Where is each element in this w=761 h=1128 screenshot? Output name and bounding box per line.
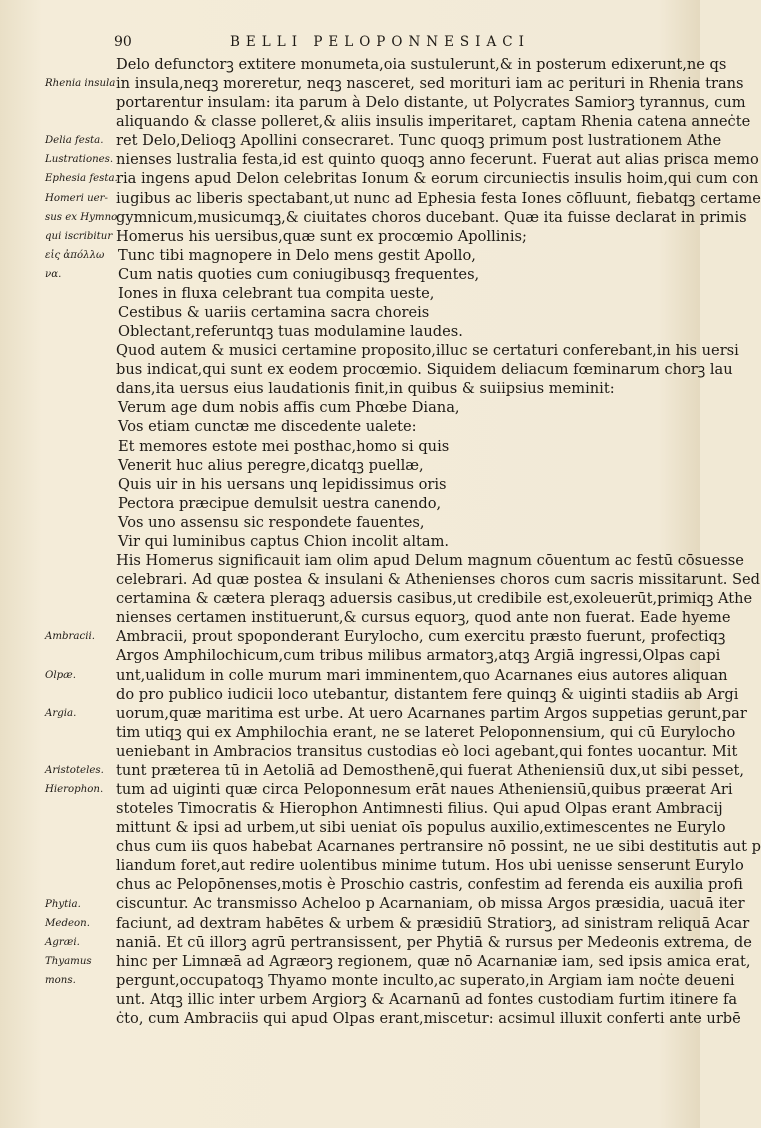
text-line: faciunt, ad dextram habētes & urbem & præsidiū Stratiorꝫ, ad sinistram reliquā Acar <box>116 914 750 932</box>
text-line: Delo defunctorꝫ extitere monumeta,oia sustulerunt,& in posterum edixerunt,ne qs <box>116 56 727 73</box>
margin-note: Ambracii. <box>45 631 95 643</box>
text-line: mittunt & ipsi ad urbem,ut sibi ueniat oīs populus auxilio,extimescentes ne Eurylo <box>116 819 726 837</box>
text-line: liandum foret,aut redire uolentibus minime tutum. Hos ubi uenisse senserunt Eurylo <box>116 857 744 875</box>
text-line: Vir qui luminibus captus Chion incolit altam. <box>118 532 450 550</box>
text-line: portarentur insulam: ita parum à Delo distante, ut Polycrates Samiorꝫ tyrannus, cum <box>116 94 746 112</box>
margin-note: Phytia. <box>45 898 81 910</box>
text-line: iugibus ac liberis spectabant,ut nunc ad Ephesia festa Iones cōfluunt, fiebatqꝫ certame <box>116 189 761 207</box>
margin-note: qui iscribitur <box>45 230 113 242</box>
text-line: bus indicat,qui sunt ex eodem procœmio. Siquidem deliacum fœminarum chorꝫ lau <box>116 361 733 379</box>
margin-note: Rhenia insula <box>45 78 116 90</box>
text-line: chus cum iis quos habebat Acarnanes pertransire nō possint, ne ue sibi destitutis aut p <box>116 838 761 856</box>
text-line: ria ingens apud Delon celebritas Ionum & eorum circuniectis insulis hoim,qui cum con <box>116 170 759 188</box>
margin-note: Medeon. <box>45 917 90 929</box>
margin-note: Olpæ. <box>45 669 76 681</box>
margin-note: Agræi. <box>45 936 80 948</box>
text-line: do pro publico iudicii loco utebantur, distantem fere quinqꝫ & uiginti stadiis ab Argi <box>116 685 739 703</box>
margin-note: Lustrationes. <box>45 154 114 166</box>
text-line: His Homerus significauit iam olim apud Delum magnum cōuentum ac festū cōsuesse <box>116 552 744 570</box>
main-text-block <box>116 55 761 1028</box>
margin-note: Hierophon. <box>45 784 104 796</box>
text-line: naniā. Et cū illorꝫ agrū pertransissent, per Phytiā & rursus per Medeonis extrema, de <box>116 933 752 951</box>
text-line: tim utiqꝫ qui ex Amphilochia erant, ne se lateret Peloponnensium, qui cū Eurylocho <box>116 723 736 741</box>
text-line: ueniebant in Ambracios transitus custodias eò loci agebant,qui fontes uocantur. Mit <box>116 742 738 760</box>
text-line: unt. Atqꝫ illic inter urbem Argiorꝫ & Acarnanū ad fontes custodiam furtim itinere fa <box>116 990 738 1008</box>
text-line: aliquando & classe polleret,& aliis insulis imperitaret, captam Rhenia catena anneċte <box>116 113 751 131</box>
margin-note: Argia. <box>45 707 77 719</box>
text-line: Quis uir in his uersans unq lepidissimus oris <box>118 475 447 493</box>
margin-note: Ephesia festa. <box>45 173 118 185</box>
margin-note: να. <box>45 268 62 280</box>
text-line: nienses certamen instituerunt,& cursus equorꝫ, quod ante non fuerat. Eade hyeme <box>116 609 731 627</box>
margin-note: mons. <box>45 974 76 986</box>
text-line: Verum age dum nobis affis cum Phœbe Diana, <box>118 399 460 417</box>
margin-note: Delia festa. <box>45 135 104 147</box>
text-line: uorum,quæ maritima est urbe. At uero Acarnanes partim Argos suppetias gerunt,par <box>116 704 747 722</box>
text-line: Tunc tibi magnopere in Delo mens gestit Apollo, <box>118 246 476 264</box>
margin-note: Homeri uer- <box>45 192 108 204</box>
text-line: pergunt,occupatoqꝫ Thyamo monte inculto,ac superato,in Argiam iam noċte deueni <box>116 971 735 989</box>
text-line: celebrari. Ad quæ postea & insulani & Athenienses choros cum sacris missitarunt. Sed <box>116 571 760 589</box>
text-line: Pectora præcipue demulsit uestra canendo, <box>118 494 442 512</box>
text-line: Homerus his uersibus,quæ sunt ex procœmio Apollinis; <box>116 227 527 245</box>
text-line: Vos uno assensu sic respondete fauentes, <box>118 513 425 531</box>
margin-note: Thyamus <box>45 955 92 967</box>
running-head <box>114 34 674 56</box>
text-line: nienses lustralia festa,id est quinto quoqꝫ anno fecerunt. Fuerat aut alias prisca memo <box>116 151 759 169</box>
text-line: Venerit huc alius peregre,dicatqꝫ puellæ, <box>118 456 424 474</box>
text-line: in insula,neqꝫ moreretur, neqꝫ nasceret, sed morituri iam ac perituri in Rhenia trans <box>116 75 744 93</box>
text-line: certamina & cætera pleraqꝫ aduersis casibus,ut credibile est,exoleuerūt,primiqꝫ Athe <box>116 590 753 608</box>
text-line: hinc per Limnæā ad Agræorꝫ regionem, quæ nō Acarnaniæ iam, sed ipsis amica erat, <box>116 952 751 970</box>
text-line: Argos Amphilochicum,cum tribus milibus armatorꝫ,atqꝫ Argiā ingressi,Olpas capi <box>116 647 721 665</box>
text-line: ret Delo,Delioqꝫ Apollini consecraret. Tunc quoqꝫ primum post lustrationem Athe <box>116 132 722 150</box>
text-line: stoteles Timocratis & Hierophon Antimnesti filius. Qui apud Olpas erant Ambracij <box>116 800 723 818</box>
text-line: Vos etiam cunctæ me discedente ualete: <box>118 418 417 436</box>
page-number: 90 <box>114 34 132 50</box>
text-line: ciscuntur. Ac transmisso Acheloo p Acarnaniam, ob missa Argos præsidia, uacuā iter <box>116 895 745 913</box>
text-line: Cum natis quoties cum coniugibusqꝫ frequentes, <box>118 265 480 283</box>
text-line: chus ac Pelopōnenses,motis è Proschio castris, confestim ad ferenda eis auxilia profi <box>116 876 743 894</box>
running-title: BELLI PELOPONNESIACI <box>230 34 530 50</box>
text-line: Cestibus & uariis certamina sacra choreis <box>118 304 430 322</box>
margin-note: Aristoteles. <box>45 764 104 776</box>
text-line: gymnicum,musicumqꝫ,& ciuitates choros ducebant. Quæ ita fuisse declarat in primis <box>116 208 747 226</box>
text-line: unt,ualidum in colle murum mari imminentem,quo Acarnanes eius autores aliquan <box>116 666 728 684</box>
text-line: Oblectant,referuntqꝫ tuas modulamine laudes. <box>118 323 463 341</box>
text-line: Quod autem & musici certamine proposito,illuc se certaturi conferebant,in his uersi <box>116 342 739 360</box>
text-line: tum ad uiginti quæ circa Peloponnesum erāt naues Atheniensiū,quibus præerat Ari <box>116 780 733 798</box>
margin-note: εἰς ἀπόλλω <box>45 249 105 261</box>
text-line: dans,ita uersus eius laudationis finit,in quibus & suiipsius meminit: <box>116 380 615 398</box>
text-line: tunt præterea tū in Aetoliā ad Demosthenē,qui fuerat Atheniensiū dux,ut sibi pesset, <box>116 761 745 779</box>
margin-note: sus ex Hymno <box>45 211 118 223</box>
text-line: Et memores estote mei posthac,homo si quis <box>118 437 450 455</box>
text-line: ċto, cum Ambraciis qui apud Olpas erant,miscetur: acsimul illuxit conferti ante urbē <box>116 1009 741 1027</box>
text-line: Ambracii, prout spoponderant Eurylocho, cum exercitu præsto fuerunt, profectiqꝫ <box>116 628 726 646</box>
text-line: Iones in fluxa celebrant tua compita ueste, <box>118 284 435 302</box>
